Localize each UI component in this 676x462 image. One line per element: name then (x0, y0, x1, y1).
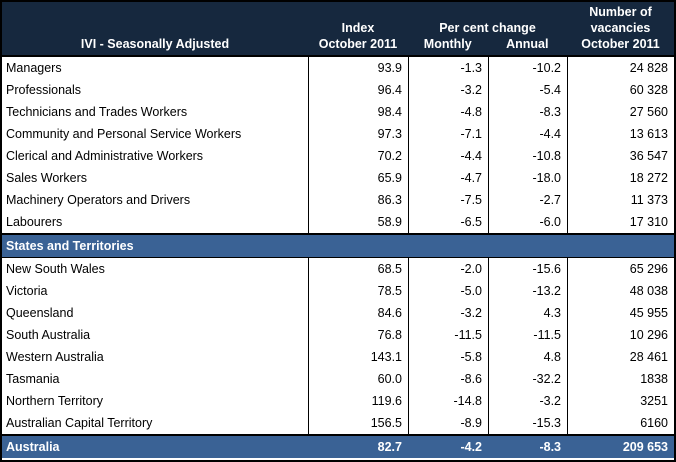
monthly-change-value: -5.8 (408, 346, 488, 368)
annual-change-value: -8.3 (488, 101, 567, 123)
monthly-change-value: -7.1 (408, 123, 488, 145)
table-row-professionals (2, 79, 674, 101)
row-label: Community and Personal Service Workers (6, 127, 242, 141)
monthly-change-value: -2.0 (408, 258, 488, 280)
index-value: 93.9 (308, 57, 408, 79)
header-vacancies-line3: October 2011 (581, 37, 660, 51)
table-row-nsw (2, 258, 674, 280)
monthly-change-value: -11.5 (408, 324, 488, 346)
vacancies-value: 65 296 (567, 258, 674, 280)
monthly-change-value: -4.4 (408, 145, 488, 167)
index-value: 65.9 (308, 167, 408, 189)
index-value: 98.4 (308, 101, 408, 123)
header-percent-change-label: Per cent change (439, 21, 536, 35)
vacancies-value: 60 328 (567, 79, 674, 101)
monthly-change-value: -6.5 (408, 211, 488, 233)
header-index-line2: October 2011 (318, 37, 398, 51)
table-row-queensland (2, 302, 674, 324)
row-label: Victoria (6, 284, 48, 298)
monthly-change-value: -1.3 (408, 57, 488, 79)
index-value: 76.8 (308, 324, 408, 346)
annual-change-value: -6.0 (488, 211, 567, 233)
annual-change-value: -15.3 (488, 412, 567, 434)
table-header (2, 2, 674, 57)
monthly-change-value: -8.9 (408, 412, 488, 434)
annual-change-value: -32.2 (488, 368, 567, 390)
total-vacancies-value: 209 653 (622, 440, 668, 454)
row-label: Labourers (6, 215, 63, 229)
annual-change-value: 4.3 (488, 302, 567, 324)
annual-change-value: -10.2 (488, 57, 567, 79)
vacancies-value: 28 461 (567, 346, 674, 368)
annual-change-value: -3.2 (488, 390, 567, 412)
monthly-change-value: -5.0 (408, 280, 488, 302)
table-row-western-australia (2, 346, 674, 368)
vacancies-value: 3251 (567, 390, 674, 412)
vacancies-value: 1838 (567, 368, 674, 390)
monthly-change-value: -14.8 (408, 390, 488, 412)
index-value: 97.3 (308, 123, 408, 145)
total-annual-change-value: -8.3 (539, 440, 561, 454)
table-row-south-australia (2, 324, 674, 346)
annual-change-value: -5.4 (488, 79, 567, 101)
vacancies-value: 36 547 (567, 145, 674, 167)
monthly-change-value: -3.2 (408, 79, 488, 101)
row-label: Professionals (6, 83, 82, 97)
header-percent-change-subcolumns (408, 36, 567, 52)
row-label: Machinery Operators and Drivers (6, 193, 191, 207)
vacancies-value: 48 038 (567, 280, 674, 302)
table-row-victoria (2, 280, 674, 302)
table-row-clerical (2, 145, 674, 167)
table-row-northern-territory (2, 390, 674, 412)
index-value: 86.3 (308, 189, 408, 211)
table-row-australia-total (2, 434, 674, 458)
index-value: 119.6 (308, 390, 408, 412)
row-label: New South Wales (6, 262, 105, 276)
row-label: Technicians and Trades Workers (6, 105, 188, 119)
annual-change-value: -13.2 (488, 280, 567, 302)
vacancies-value: 10 296 (567, 324, 674, 346)
index-value: 70.2 (308, 145, 408, 167)
monthly-change-value: -4.8 (408, 101, 488, 123)
monthly-change-value: -8.6 (408, 368, 488, 390)
row-label: Western Australia (6, 350, 104, 364)
index-value: 143.1 (308, 346, 408, 368)
header-vacancies-column (567, 2, 674, 55)
index-value: 58.9 (308, 211, 408, 233)
annual-change-value: 4.8 (488, 346, 567, 368)
row-label: Clerical and Administrative Workers (6, 149, 204, 163)
annual-change-value: -15.6 (488, 258, 567, 280)
vacancies-value: 18 272 (567, 167, 674, 189)
header-monthly-label: Monthly (423, 37, 472, 51)
header-vacancies-line2: vacancies (590, 21, 651, 35)
index-value: 84.6 (308, 302, 408, 324)
table-row-sales (2, 167, 674, 189)
index-value: 68.5 (308, 258, 408, 280)
vacancies-value: 6160 (567, 412, 674, 434)
table-row-act (2, 412, 674, 434)
index-value: 156.5 (308, 412, 408, 434)
row-label: Northern Territory (6, 394, 104, 408)
annual-change-value: -11.5 (488, 324, 567, 346)
index-value: 96.4 (308, 79, 408, 101)
header-index-column (308, 2, 408, 55)
table-row-managers (2, 57, 674, 79)
vacancies-value: 17 310 (567, 211, 674, 233)
table-row-tasmania (2, 368, 674, 390)
vacancies-value: 13 613 (567, 123, 674, 145)
annual-change-value: -10.8 (488, 145, 567, 167)
row-label: Australian Capital Territory (6, 416, 153, 430)
table-row-labourers (2, 211, 674, 233)
monthly-change-value: -7.5 (408, 189, 488, 211)
table-row-machinery (2, 189, 674, 211)
section-header-states-territories: States and Territories (2, 233, 674, 258)
header-percent-change-group (408, 2, 567, 55)
annual-change-value: -4.4 (488, 123, 567, 145)
header-row-label: IVI - Seasonally Adjusted (80, 37, 230, 51)
monthly-change-value: -4.7 (408, 167, 488, 189)
total-index-value: 82.7 (377, 440, 402, 454)
total-label: Australia (6, 440, 60, 454)
index-value: 78.5 (308, 280, 408, 302)
vacancies-value: 45 955 (567, 302, 674, 324)
table-row-technicians (2, 101, 674, 123)
vacancies-value: 24 828 (567, 57, 674, 79)
table-row-community-service (2, 123, 674, 145)
header-index-line1: Index (341, 21, 375, 35)
annual-change-value: -18.0 (488, 167, 567, 189)
row-label: Queensland (6, 306, 74, 320)
annual-change-value: -2.7 (488, 189, 567, 211)
row-label: Managers (6, 61, 62, 75)
total-monthly-change-value: -4.2 (460, 440, 482, 454)
index-value: 60.0 (308, 368, 408, 390)
row-label: Tasmania (6, 372, 60, 386)
monthly-change-value: -3.2 (408, 302, 488, 324)
vacancies-value: 27 560 (567, 101, 674, 123)
row-label: South Australia (6, 328, 91, 342)
header-vacancies-line1: Number of (589, 5, 652, 19)
header-annual-label: Annual (506, 37, 549, 51)
row-label: Sales Workers (6, 171, 88, 185)
vacancies-value: 11 373 (567, 189, 674, 211)
